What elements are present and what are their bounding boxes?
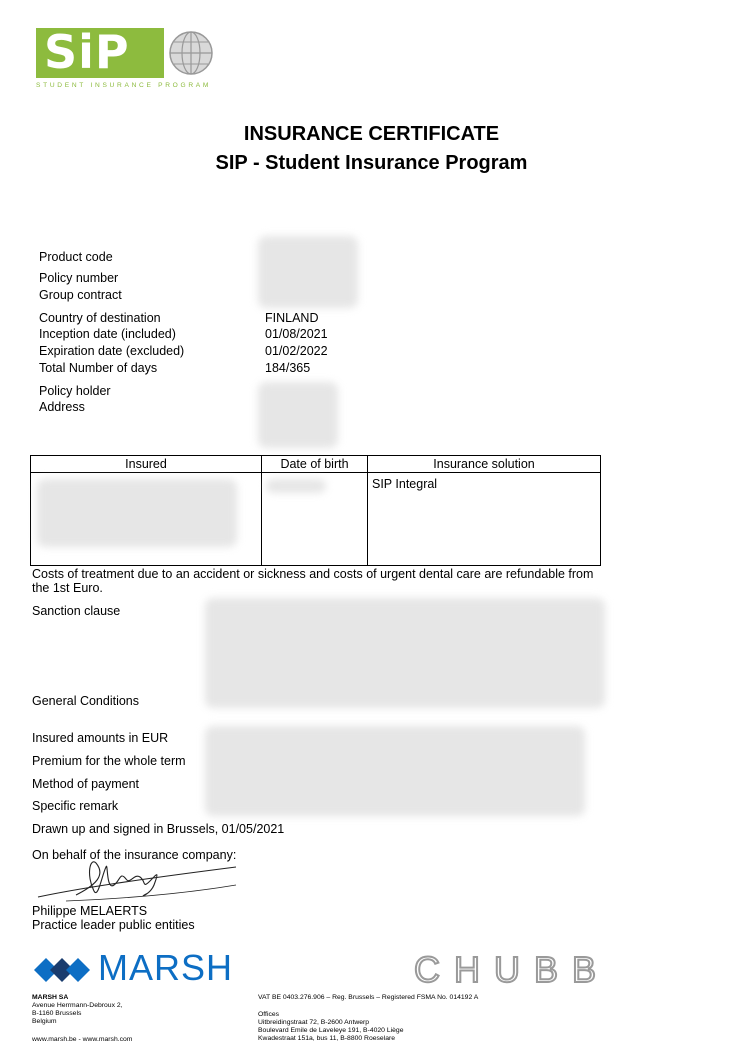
days-value: 184/365 xyxy=(265,361,311,375)
group-contract-label: Group contract xyxy=(39,288,122,302)
document-title: INSURANCE CERTIFICATE xyxy=(243,123,500,145)
redacted-insured xyxy=(37,479,237,547)
address-label: Address xyxy=(39,400,85,414)
table-header-row xyxy=(31,456,601,473)
solution-cell: SIP Integral xyxy=(368,473,601,566)
costs-statement: Costs of treatment due to an accident or sickness and costs of urgent dental care are refundable from the 1st Euro. xyxy=(32,567,594,595)
footer-address-2: B-1160 Brussels xyxy=(32,1010,82,1017)
inception-value: 01/08/2021 xyxy=(265,327,328,341)
sanction-clause-label: Sanction clause xyxy=(32,604,121,618)
premium-label: Premium for the whole term xyxy=(32,754,186,768)
footer-offices-label: Offices xyxy=(258,1011,280,1018)
product-code-label: Product code xyxy=(39,250,113,264)
footer-address-3: Belgium xyxy=(32,1018,57,1025)
marsh-logo-text: MARSH xyxy=(98,947,234,988)
specific-remark-label: Specific remark xyxy=(32,799,119,813)
col-insured: Insured xyxy=(31,456,262,473)
country-label: Country of destination xyxy=(39,311,161,325)
globe-icon xyxy=(168,30,214,76)
insured-table xyxy=(30,455,601,566)
general-conditions-label: General Conditions xyxy=(32,694,140,708)
col-insurance-solution: Insurance solution xyxy=(368,456,601,473)
sip-logo-block xyxy=(36,25,164,79)
redacted-dob xyxy=(266,479,326,493)
payment-method-label: Method of payment xyxy=(32,777,140,791)
drawn-up-statement: Drawn up and signed in Brussels, 01/05/2021 xyxy=(32,822,285,836)
document-subtitle: SIP - Student Insurance Program xyxy=(215,152,528,174)
chubb-logo-text: CHUBB xyxy=(414,949,611,990)
redacted-policy-values xyxy=(258,236,358,308)
days-label: Total Number of days xyxy=(39,361,158,375)
table-row xyxy=(31,473,601,566)
redacted-sanction-clause xyxy=(205,598,605,708)
signer-title: Practice leader public entities xyxy=(32,918,195,932)
col-date-of-birth: Date of birth xyxy=(262,456,368,473)
expiration-value: 01/02/2022 xyxy=(265,344,328,358)
footer-address-1: Avenue Herrmann-Debroux 2, xyxy=(32,1002,123,1009)
on-behalf-statement: On behalf of the insurance company: xyxy=(32,848,237,862)
redacted-amounts xyxy=(205,726,585,816)
insured-amounts-label: Insured amounts in EUR xyxy=(32,731,169,745)
policy-number-label: Policy number xyxy=(39,271,119,285)
footer-company: MARSH SA xyxy=(32,994,69,1001)
footer-office-1: Uitbreidingstraat 72, B-2600 Antwerp xyxy=(258,1019,370,1026)
footer-office-2: Boulevard Emile de Laveleye 191, B-4020 Liège xyxy=(258,1027,404,1034)
footer-vat: VAT BE 0403.276.906 – Reg. Brussels – Registered FSMA No. 014192 A xyxy=(258,994,479,1001)
marsh-logo-icon xyxy=(34,953,90,987)
signature-image xyxy=(36,855,246,905)
inception-label: Inception date (included) xyxy=(39,327,176,341)
sip-tagline: STUDENT INSURANCE PROGRAM xyxy=(36,82,212,89)
expiration-label: Expiration date (excluded) xyxy=(39,344,185,358)
redacted-holder-address xyxy=(258,382,338,448)
dob-cell xyxy=(262,473,368,566)
sip-logo xyxy=(36,25,216,92)
policy-holder-label: Policy holder xyxy=(39,384,111,398)
signer-name: Philippe MELAERTS xyxy=(32,904,148,918)
sip-logo-letters: SiP xyxy=(44,25,130,79)
footer-office-3: Kwadestraat 151a, bus 11, B-8800 Roeselare xyxy=(258,1035,396,1042)
country-value: FINLAND xyxy=(265,311,319,325)
insured-cell xyxy=(31,473,262,566)
footer-web: www.marsh.be - www.marsh.com xyxy=(32,1036,133,1043)
